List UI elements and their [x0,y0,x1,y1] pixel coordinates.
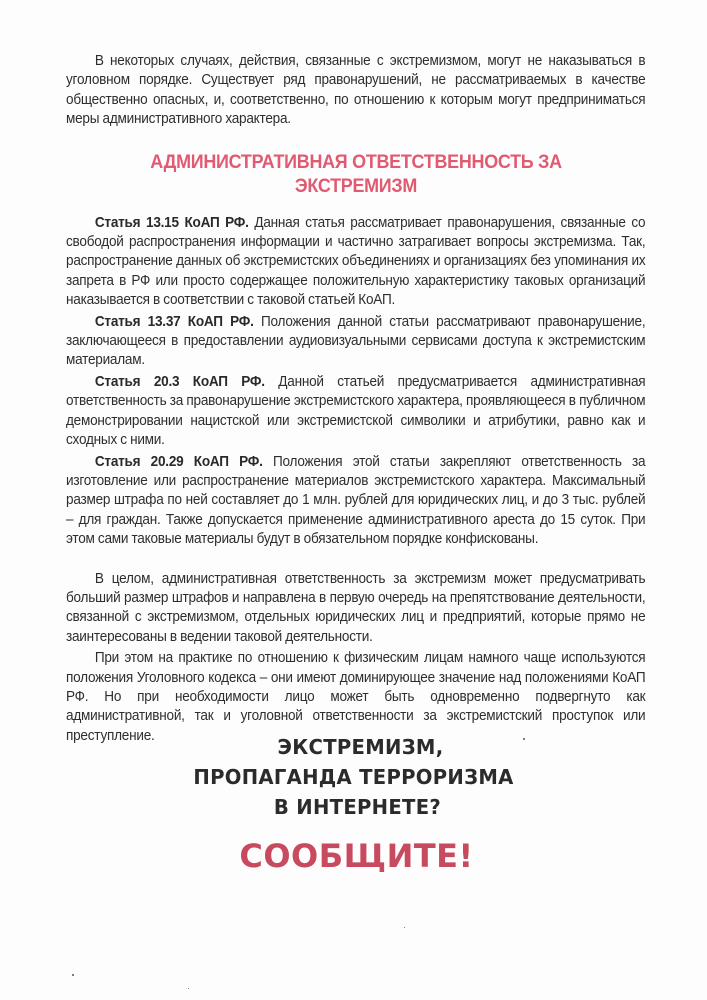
article-item [66,214,645,311]
conclusion-paragraph: В целом, административная ответственность за экстремизм может предусматривать больший размер штрафов и направлена в первую очередь на препятствование деятельности, связанной с экстремизмом, отдельных юридических лиц и предприятий, которые прямо не заинтересованы в ведении таковой деятельности. [66,570,646,645]
scan-speck [72,974,74,976]
scan-speck [523,738,525,740]
article-item [66,313,645,371]
conclusion-paragraph: При этом на практике по отношению к физическим лицам намного чаще используются положения Уголовного кодекса – они имеют доминирующее значение над положениями КоАП РФ. Но при необходимости лицо может быть одновременно подвергнуто как административной, так и уголовной ответственности за экстремистский проступок или преступление. [66,650,646,744]
article-text: Данной статьей предусматривается административная ответственность за правонарушение экстремистского характера, проявляющееся в публичном демонстрировании нацистской или экстремистской символики и атрибутики, равно как и сходных с ними. [66,373,646,449]
section-heading: АДМИНИСТРАТИВНАЯ ОТВЕТСТВЕННОСТЬ ЗА ЭКСТРЕМИЗМ [150,150,562,197]
scan-speck [188,988,189,989]
cta-line-propaganda: ПРОПАГАНДА ТЕРРОРИЗМА [193,765,514,789]
report-callout: СООБЩИТЕ! [239,837,474,875]
article-title: Статья 20.3 КоАП РФ. [94,373,265,390]
article-title: Статья 20.29 КоАП РФ. [94,453,263,470]
article-text: Положения этой статьи закрепляют ответственность за изготовление или распространение материалов экстремистского характера. Максимальный размер штрафа по ней составляет до 1 млн. рублей для юридических лиц, и до 3 тыс. рублей – для граждан. Также допускается применение административного ареста до 15 суток. При этом сами таковые материалы будут в обязательном порядке конфискованы. [66,453,646,548]
cta-line-extremism: ЭКСТРЕМИЗМ, [277,735,444,759]
article-title: Статья 13.37 КоАП РФ. [94,313,254,330]
intro-paragraph: В некоторых случаях, действия, связанные с экстремизмом, могут не наказываться в уголовном порядке. Существует ряд правонарушений, не рассматриваемых в качестве общественно опасных, и, соответственно, по отношению к которым могут предприниматься меры административного характера. [66,53,646,128]
document-page [66,52,646,746]
article-text: Данная статья рассматривает правонарушения, связанные со свободой распространения информации и частично затрагивает вопросы экстремизма. Так, распространение данных об экстремистских объединениях и организациях без упоминания их запрета в РФ или просто содержащее положительную характеристику таковых организаций наказывается в соответствии с таковой статьей КоАП. [66,214,646,309]
call-to-action [0,732,707,876]
article-item [66,373,645,451]
article-text: Положения данной статьи рассматривают правонарушение, заключающееся в предоставлении аудиовизуальными сервисами доступа к экстремистским материалам. [66,313,646,369]
cta-line-internet: В ИНТЕРНЕТЕ? [273,795,442,819]
articles-list [66,214,646,550]
scan-speck [404,927,405,928]
article-title: Статья 13.15 КоАП РФ. [94,214,249,231]
spacer [66,550,646,570]
article-item [66,453,645,550]
